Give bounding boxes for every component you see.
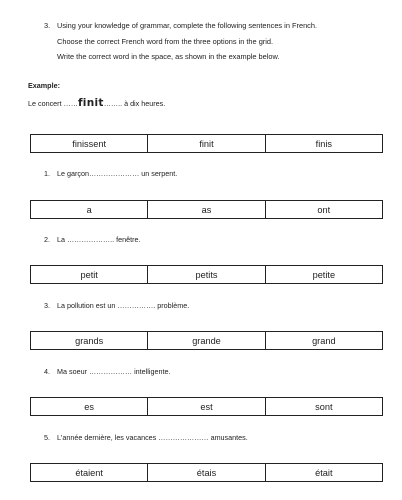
option-cell: finis	[265, 135, 382, 152]
instruction-text: Using your knowledge of grammar, complete the following sentences in French.	[57, 21, 318, 30]
option-cell: a	[86, 204, 92, 215]
option-cell: finit	[147, 135, 264, 152]
instruction-line	[44, 18, 317, 34]
option-cell: grands	[75, 335, 104, 346]
question-1-options-grid	[30, 200, 383, 219]
option-cell: grande	[147, 332, 264, 349]
example-title: Example:	[28, 81, 60, 90]
option-cell: ont	[265, 201, 382, 218]
option-cell: sont	[265, 398, 382, 415]
option-cell: étais	[147, 464, 264, 481]
question-text: La pollution est un ……………. problème.	[57, 301, 190, 310]
option-cell: étaient	[75, 467, 103, 478]
question-number: 1.	[44, 169, 50, 178]
option-cell: petit	[80, 269, 98, 280]
instructions	[44, 18, 317, 65]
question-text: La ……………….. fenêtre.	[57, 235, 141, 244]
question-number: 3.	[44, 301, 50, 310]
example-sentence	[28, 97, 165, 109]
question-3	[44, 301, 189, 310]
question-2-options-grid	[30, 265, 383, 284]
option-cell: es	[84, 401, 95, 412]
question-number: 4.	[44, 367, 50, 376]
instruction-text: Choose the correct French word from the three options in the grid.	[57, 36, 274, 46]
option-cell: finissent	[72, 138, 107, 149]
question-text: L'année dernière, les vacances ………………… amusantes.	[57, 433, 248, 442]
question-text: Le garçon………………… un serpent.	[57, 169, 178, 178]
example-answer: finit	[77, 97, 104, 109]
instruction-line	[44, 49, 317, 65]
question-4	[44, 367, 170, 376]
question-5-options-grid	[30, 463, 383, 482]
example-options-grid	[30, 134, 383, 153]
question-3-options-grid	[30, 331, 383, 350]
option-cell: petite	[265, 266, 382, 283]
option-cell: as	[147, 201, 264, 218]
option-cell: grand	[265, 332, 382, 349]
question-text: Ma soeur ……………… intelligente.	[57, 367, 171, 376]
instruction-line	[44, 34, 317, 50]
question-number: 2.	[44, 235, 50, 244]
option-cell: est	[147, 398, 264, 415]
example-before: Le concert ……	[28, 99, 78, 108]
question-4-options-grid	[30, 397, 383, 416]
question-1	[44, 169, 177, 178]
option-cell: petits	[147, 266, 264, 283]
question-number: 5.	[44, 433, 50, 442]
question-5	[44, 433, 248, 442]
example-after: …….. à dix heures.	[103, 99, 166, 108]
question-2	[44, 235, 140, 244]
option-cell: était	[265, 464, 382, 481]
instruction-number: 3.	[44, 21, 51, 30]
instruction-text: Write the correct word in the space, as shown in the example below.	[57, 52, 280, 61]
